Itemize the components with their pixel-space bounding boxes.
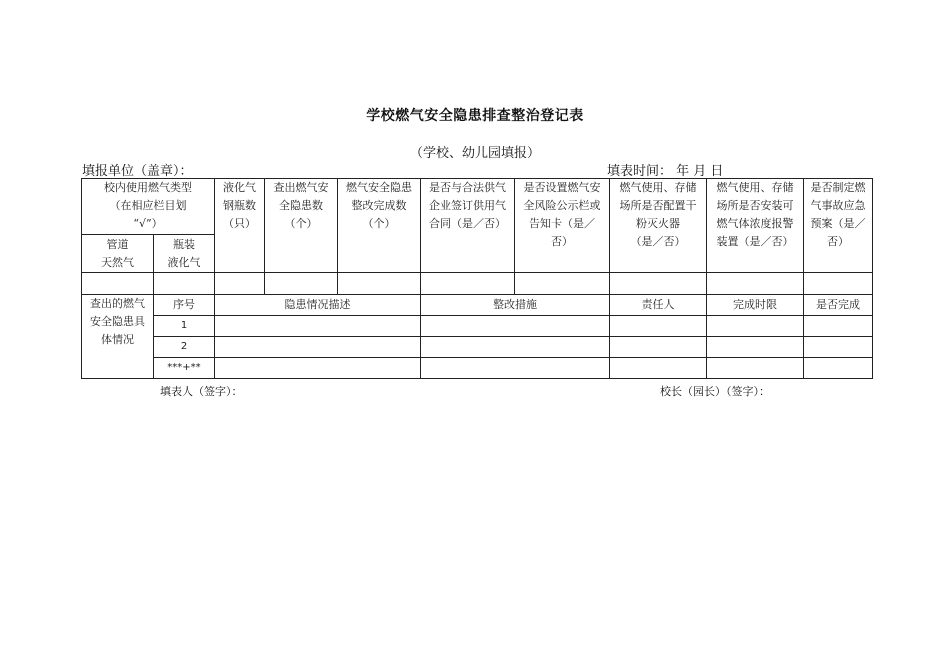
- col-rectification-measures: 整改措施: [421, 295, 610, 316]
- row-number: ***+**: [154, 358, 215, 379]
- person-cell[interactable]: [610, 316, 707, 337]
- row-number: 1: [154, 316, 215, 337]
- document-subtitle: （学校、幼儿园填报）: [409, 146, 540, 161]
- deadline-cell[interactable]: [707, 358, 804, 379]
- summary-entry-row: [82, 273, 873, 295]
- table-row: [82, 316, 873, 337]
- table-row: [82, 337, 873, 358]
- gas-safety-register-table: [81, 178, 873, 379]
- deadline-cell[interactable]: [707, 316, 804, 337]
- header-bottled-lpg: 瓶装 液化气: [154, 235, 215, 273]
- reporting-unit-label: 填报单位（盖章）：: [82, 164, 193, 179]
- header-emergency-plan: 是否制定燃 气事故应急 预案（是／ 否）: [804, 179, 873, 273]
- deadline-cell[interactable]: [707, 337, 804, 358]
- header-lpg-cylinders: 液化气 钢瓶数 （只）: [215, 179, 265, 273]
- measures-cell[interactable]: [421, 358, 610, 379]
- completed-cell[interactable]: [804, 358, 873, 379]
- measures-cell[interactable]: [421, 337, 610, 358]
- pipeline-entry-cell[interactable]: [82, 273, 154, 295]
- completed-cell[interactable]: [804, 316, 873, 337]
- contract-entry-cell[interactable]: [421, 273, 515, 295]
- col-hazard-description: 隐患情况描述: [215, 295, 421, 316]
- fill-date-label: 填表时间： 年 月 日: [607, 164, 724, 179]
- description-cell[interactable]: [215, 358, 421, 379]
- hazards-found-entry-cell[interactable]: [265, 273, 338, 295]
- principal-signature-label: 校长（园长）（签字）：: [660, 385, 770, 398]
- notice-entry-cell[interactable]: [515, 273, 610, 295]
- alarm-entry-cell[interactable]: [707, 273, 804, 295]
- header-pipeline-gas: 管道 天然气: [82, 235, 154, 273]
- bottled-entry-cell[interactable]: [154, 273, 215, 295]
- header-gas-type: 校内使用燃气类型 （在相应栏目划 “√”）: [82, 179, 215, 235]
- extinguisher-entry-cell[interactable]: [610, 273, 707, 295]
- lpg-cylinders-entry-cell[interactable]: [215, 273, 265, 295]
- completed-cell[interactable]: [804, 337, 873, 358]
- col-serial-no: 序号: [154, 295, 215, 316]
- row-number: 2: [154, 337, 215, 358]
- table-row: [82, 358, 873, 379]
- header-hazards-found: 查出燃气安 全隐患数 （个）: [265, 179, 338, 273]
- description-cell[interactable]: [215, 316, 421, 337]
- header-gas-alarm: 燃气使用、存储 场所是否安装可 燃气体浓度报警 装置（是／否）: [707, 179, 804, 273]
- person-cell[interactable]: [610, 337, 707, 358]
- header-risk-notice: 是否设置燃气安 全风险公示栏或 告知卡（是／ 否）: [515, 179, 610, 273]
- col-deadline: 完成时限: [707, 295, 804, 316]
- col-completed: 是否完成: [804, 295, 873, 316]
- measures-cell[interactable]: [421, 316, 610, 337]
- col-responsible-person: 责任人: [610, 295, 707, 316]
- plan-entry-cell[interactable]: [804, 273, 873, 295]
- person-cell[interactable]: [610, 358, 707, 379]
- header-supply-contract: 是否与合法供气 企业签订供用气 合同（是／否）: [421, 179, 515, 273]
- document-title: 学校燃气安全隐患排查整治登记表: [366, 108, 584, 124]
- header-rectified-count: 燃气安全隐患 整改完成数 （个）: [338, 179, 421, 273]
- hazard-detail-section-label: 查出的燃气 安全隐患具 体情况: [82, 295, 154, 379]
- header-fire-extinguisher: 燃气使用、存储 场所是否配置干 粉灭火器 （是／否）: [610, 179, 707, 273]
- filler-signature-label: 填表人（签字）：: [160, 385, 243, 398]
- rectified-entry-cell[interactable]: [338, 273, 421, 295]
- description-cell[interactable]: [215, 337, 421, 358]
